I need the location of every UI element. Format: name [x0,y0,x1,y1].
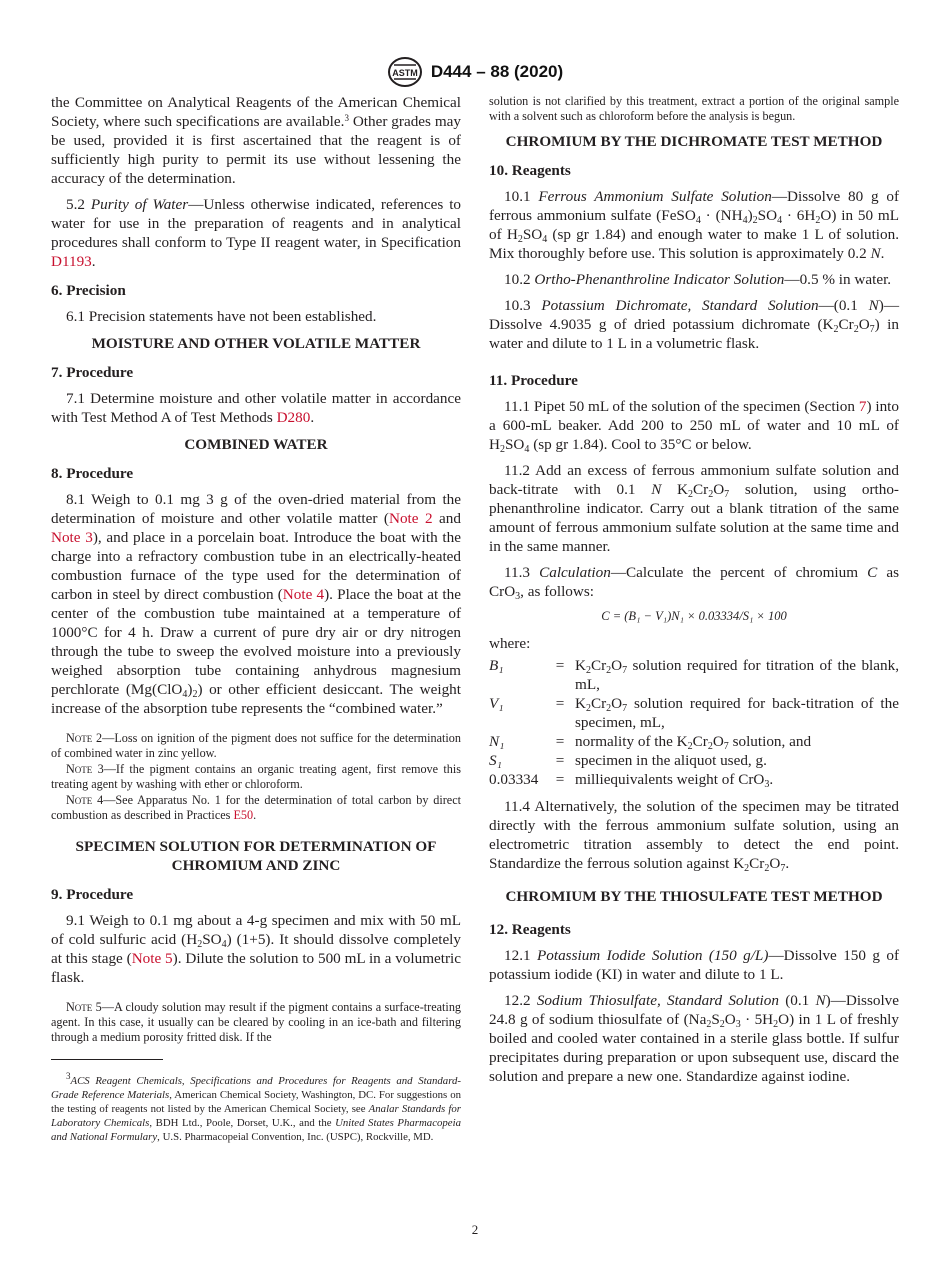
where-row-b1: B₁ = $K_2Cr_2O_7$ solution required for titration of the blank, mL, [489,657,899,693]
where-list [489,634,899,789]
note-5: Note 5—A cloudy solution may result if the pigment contains a surface-treating agent. In this case, it usually can be cleared by cooling in an ice-bath and filtering through a medium porosity fritted disk. If the [51,1000,462,1044]
paragraph-8-1: 8.1 Weigh to 0.1 mg 3 g of the oven-dried material from the determination of moisture and other volatile matter (Note 2 and Note 3), and place in a porcelain boat. Introduce the boat with the charge into a refractory combustion tube in an electrically-heated combustion furnace of the type used for the determination of carbon in steel by direct combustion (Note 4). Place the boat at the center of the combustion tube maintained at a temperature of 1000°C for 4 h. Draw a current of pure dry air or dry nitrogen through the tube to sweep the evolved moisture into a previously weighed absorption tube containing anhydrous magnesium perchlorate $(Mg(ClO_4)_2)$ or other efficient desiccant. The weight increase of the absorption tube represents the “combined water.” [51,491,461,717]
left-column [51,93,461,1151]
footnote-3: $^3$ACS Reagent Chemicals, Specifications and Procedures for Reagents and Standard-Grade Reference Materials, American Chemical Society, Washington, DC. For suggestions on the testing of reagents not listed by the American Chemical Society, see Analar Standards for Laboratory Chemicals, BDH Ltd., Poole, Dorset, U.K., and the United States Pharmacopeia and National Formulary, U.S. Pharmacopeial Convention, Inc. (USPC), Rockville, MD. [51,1071,462,1143]
paragraph-11-1: 11.1 Pipet 50 mL of the solution of the specimen (Section 7) into a 600-mL beaker. Add 200 to 250 mL of water and 10 mL of $H_2SO_4$ (sp gr 1.84). Cool to 35°C or below. [489,398,899,455]
footnote-rule [51,1059,163,1060]
note-2: Note 2—Loss on ignition of the pigment does not suffice for the determination of combined water in zinc yellow. [51,731,461,760]
where-row-constant: 0.03334 = milliequivalents weight of CrO$_3$. [489,771,774,790]
right-column [489,94,899,1093]
heading-12: 12. Reagents [489,921,571,938]
paragraph-10-1: 10.1 Ferrous Ammonium Sulfate Solution—Dissolve 80 g of ferrous ammonium sulfate (FeSO$_4$ · $(NH_4)_2SO_4 \cdot 6H_2O$) in 50 mL of $H_2SO_4$ (sp gr 1.84) and enough water to make 1 L of solution. Mix thoroughly before use. This solution is approximately 0.2 N. [489,188,899,262]
heading-10: 10. Reagents [489,162,571,179]
chromium-formula: C = (B₁ − V₁)N₁ × 0.03334/S₁ × 100 [601,609,787,623]
page-number: 2 [471,1222,479,1237]
page-header [0,56,950,93]
link-e50[interactable]: E50 [233,808,254,822]
standard-designation: D444 – 88 (2020) [430,62,564,81]
paragraph-6-1: 6.1 Precision statements have not been established. [66,308,377,325]
where-label: where: [489,635,531,652]
paragraph-5-2: 5.2 Purity of Water—Unless otherwise indicated, references to water for use in the preparation of reagents and in analytical procedures shall conform to Type II reagent water, in Specification D1193. [51,196,462,270]
paragraph-7-1: 7.1 Determine moisture and other volatile matter in accordance with Test Method A of Test Methods D280. [51,390,461,426]
paragraph-5-1-cont: the Committee on Analytical Reagents of the American Chemical Society, where such specifications are available.$^3$ Other grades may be used, provided it is first ascertained that the reagent is of sufficiently high purity to permit its use without lessening the accuracy of the determination. [51,94,461,187]
paragraph-10-2: 10.2 Ortho-Phenanthroline Indicator Solution—0.5 % in water. [504,271,892,288]
paragraph-9-1: 9.1 Weigh to 0.1 mg about a 4-g specimen and mix with 50 mL of cold sulfuric acid $(H_2SO_4)$ (1+5). It should dissolve completely at this stage (Note 5). Dilute the solution to 500 mL in a volumetric flask. [51,912,461,986]
section-combined-water: COMBINED WATER [184,436,328,453]
paragraph-12-1: 12.1 Potassium Iodide Solution (150 g/L)—Dissolve 150 g of potassium iodide (KI) in water and dilute to 1 L. [489,947,900,983]
link-note-3[interactable]: Note 3 [51,529,93,546]
link-note-4[interactable]: Note 4 [282,586,325,603]
link-note-2[interactable]: Note 2 [388,510,433,527]
link-d1193[interactable]: D1193 [51,253,92,270]
note-4: Note 4—See Apparatus No. 1 for the determination of total carbon by direct combustion as described in Practices E50. [51,793,461,822]
paragraph-11-2: 11.2 Add an excess of ferrous ammonium sulfate solution and back-titrate with 0.1 N $K_2Cr_2O_7$ solution, using ortho-phenanthroline indicator. Carry out a blank titration of the same amount of ferrous ammonium sulfate solution at the same time and in the same manner. [489,462,899,555]
heading-6: 6. Precision [51,282,126,299]
paragraph-11-4: 11.4 Alternatively, the solution of the specimen may be titrated directly with the ferrous ammonium sulfate solution, using an electrometric titration assembly to detect the end point. Standardize the ferrous solution against $K_2Cr_2O_7$. [489,798,899,874]
note-5-continued: solution is not clarified by this treatment, extract a portion of the original sample with a solvent such as chloroform before the analysis is begun. [489,94,899,123]
section-dichromate: CHROMIUM BY THE DICHROMATE TEST METHOD [505,133,883,150]
section-moisture: MOISTURE AND OTHER VOLATILE MATTER [91,335,421,352]
where-row-s1: S₁ = specimen in the aliquot used, g. [489,752,767,769]
link-d280[interactable]: D280 [276,409,311,426]
section-thiosulfate: CHROMIUM BY THE THIOSULFATE TEST METHOD [505,888,883,905]
where-row-n1: N₁ = normality of the $K_2Cr_2O_7$ solution, and [489,733,812,752]
heading-11: 11. Procedure [489,372,578,389]
where-row-v1: V₁ = $K_2Cr_2O_7$ solution required for back-titration of the specimen, mL, [489,695,899,731]
svg-text:ASTM: ASTM [392,68,418,78]
heading-7: 7. Procedure [51,364,134,381]
note-3: Note 3—If the pigment contains an organic treating agent, first remove this treating agent by washing with ether or chloroform. [51,762,461,791]
astm-logo-icon [387,56,423,88]
paragraph-12-2: 12.2 Sodium Thiosulfate, Standard Solution (0.1 N)—Dissolve 24.8 g of sodium thiosulfate of $(Na_2S_2O_3 \cdot 5H_2O)$ in 1 L of freshly boiled and cooled water contained in a sterile glass bottle. If sulfur precipitates during preparation or upon subsequent use, discard the solution and prepare a new one. Standardize against iodine. [489,992,900,1085]
heading-8: 8. Procedure [51,465,134,482]
paragraph-11-3: 11.3 Calculation—Calculate the percent of chromium C as CrO$_3$, as follows: [489,564,900,602]
section-specimen-solution: SPECIMEN SOLUTION FOR DETERMINATION OF CHROMIUM AND ZINC [75,838,437,874]
link-section-7[interactable]: 7 [858,398,867,415]
paragraph-10-3: 10.3 Potassium Dichromate, Standard Solution—(0.1 N)—Dissolve 4.9035 g of dried potassium dichromate $(K_2Cr_2O_7)$ in water and dilute to 1 L in a volumetric flask. [489,297,900,352]
link-note-5[interactable]: Note 5 [131,950,173,967]
heading-9: 9. Procedure [51,886,134,903]
